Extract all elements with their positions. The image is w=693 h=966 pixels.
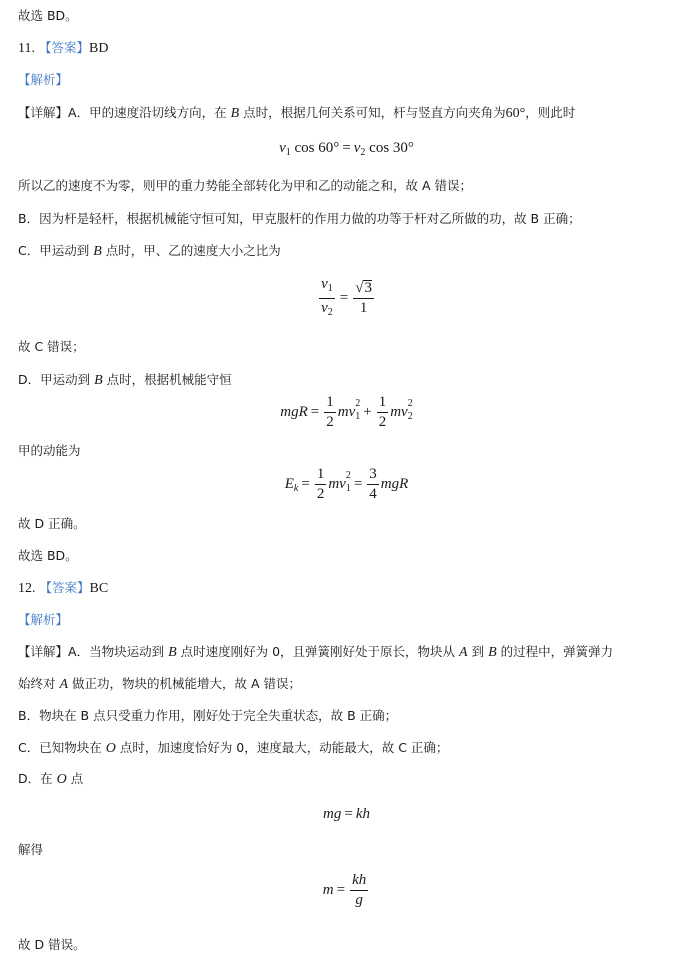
answer-tag: 【答案】 [39, 580, 90, 595]
text: 始终对 [18, 676, 56, 691]
text: 故 D 正确。 [18, 516, 86, 531]
detail-line-12d3 [18, 937, 86, 953]
question-12-answer [18, 580, 108, 597]
equation-force-balance: mg = kh [323, 806, 370, 822]
analysis-tag-line [18, 612, 68, 628]
detail-line-12b [18, 708, 397, 724]
point-label: B [168, 645, 177, 660]
text: 故 D 错误。 [18, 937, 86, 952]
question-number: 11. [18, 41, 35, 56]
text: B．因为杆是轻杆，根据机械能守恒可知，甲克服杆的作用力做的功等于杆对乙所做的功，故 B 正确； [18, 211, 581, 226]
detail-line-d2 [18, 443, 81, 459]
text: A．甲的速度沿切线方向，在 [68, 105, 227, 120]
point-label: O [56, 772, 67, 787]
point-label: B [488, 645, 497, 660]
equation-velocity-relation: $v_1$ $\cos 60^\circ = v_2$ cos 30° [279, 140, 414, 158]
text: 故选 BD。 [18, 8, 78, 23]
text: 所以乙的速度不为零，则甲的重力势能全部转化为甲和乙的动能之和，故 A 错误； [18, 178, 472, 193]
detail-line-c2 [18, 339, 85, 355]
detail-line-d3 [18, 516, 86, 532]
text: 点时，根据机械能守恒 [106, 372, 232, 387]
text: D．在 [18, 771, 53, 786]
equation-mass: m = $\frac{kh}{g}$ [322, 872, 367, 908]
text: 点时，加速度恰好为 0，速度最大，动能最大，故 C 正确； [119, 740, 449, 755]
text: C．甲运动到 [18, 243, 90, 258]
text: 点时速度刚好为 0，且弹簧刚好处于原长，物块从 [180, 644, 456, 659]
detail-tag: 【详解】 [18, 105, 69, 120]
text: D．甲运动到 [18, 372, 91, 387]
text-line [18, 8, 78, 24]
selection-line [18, 548, 78, 564]
question-11-answer [18, 40, 108, 57]
text: 做正功，物块的机械能增大，故 A 错误； [72, 676, 302, 691]
equation-velocity-ratio: $\frac{v_1}{v_2}$ = $\frac{√3}{1}$ [321, 276, 372, 318]
detail-line-12c [18, 740, 448, 757]
point-label: B [230, 106, 240, 121]
analysis-tag-line [18, 72, 68, 88]
point-label: B [93, 244, 102, 259]
text: 点时，甲、乙的速度大小之比为 [105, 243, 281, 258]
detail-line-12a2 [18, 676, 301, 693]
detail-line-12d [18, 771, 83, 788]
detail-line-d [18, 372, 232, 389]
question-number: 12. [18, 581, 36, 596]
text: 解得 [18, 842, 44, 857]
detail-line-b [18, 211, 581, 227]
detail-line-a1 [18, 105, 575, 122]
point-label: B [94, 373, 103, 388]
text: 故选 BD。 [18, 548, 78, 563]
text: 甲的动能为 [18, 443, 81, 458]
detail-line-a2 [18, 178, 472, 194]
detail-line-12d2 [18, 842, 43, 858]
point-label: A [459, 645, 468, 660]
detail-tag: 【详解】 [18, 644, 69, 659]
angle-value: 60° [505, 106, 526, 121]
text: 点时，根据几何关系可知，杆与竖直方向夹角为 [243, 105, 506, 120]
text: B．物块在 B 点只受重力作用，刚好处于完全失重状态，故 B 正确； [18, 708, 398, 723]
answer-value: BC [89, 581, 109, 596]
equation-kinetic-energy: $E_k$ = $\frac{1}{2}$ mv $_{2 1}$ = $\frac{3}{4}$ mgR [284, 466, 409, 502]
detail-line-c [18, 243, 281, 260]
analysis-tag: 【解析】 [18, 612, 69, 627]
text: 故 C 错误； [18, 339, 85, 354]
text: 点 [70, 771, 84, 786]
text: A．当物块运动到 [68, 644, 165, 659]
detail-line-12a [18, 644, 613, 661]
point-label: O [105, 741, 116, 756]
text: 的过程中，弹簧弹力 [500, 644, 614, 659]
text: C．已知物块在 [18, 740, 102, 755]
text: ，则此时 [525, 105, 576, 120]
analysis-tag: 【解析】 [18, 72, 69, 87]
point-label: A [59, 677, 69, 692]
equation-energy-conservation: mgR = $\frac{1}{2}$ mv $_{2 1}$ + $\frac{1}{2}$ mv $_{2 2}$ [280, 394, 413, 430]
text: 到 [471, 644, 485, 659]
answer-tag: 【答案】 [38, 40, 89, 55]
answer-value: BD [88, 41, 109, 56]
